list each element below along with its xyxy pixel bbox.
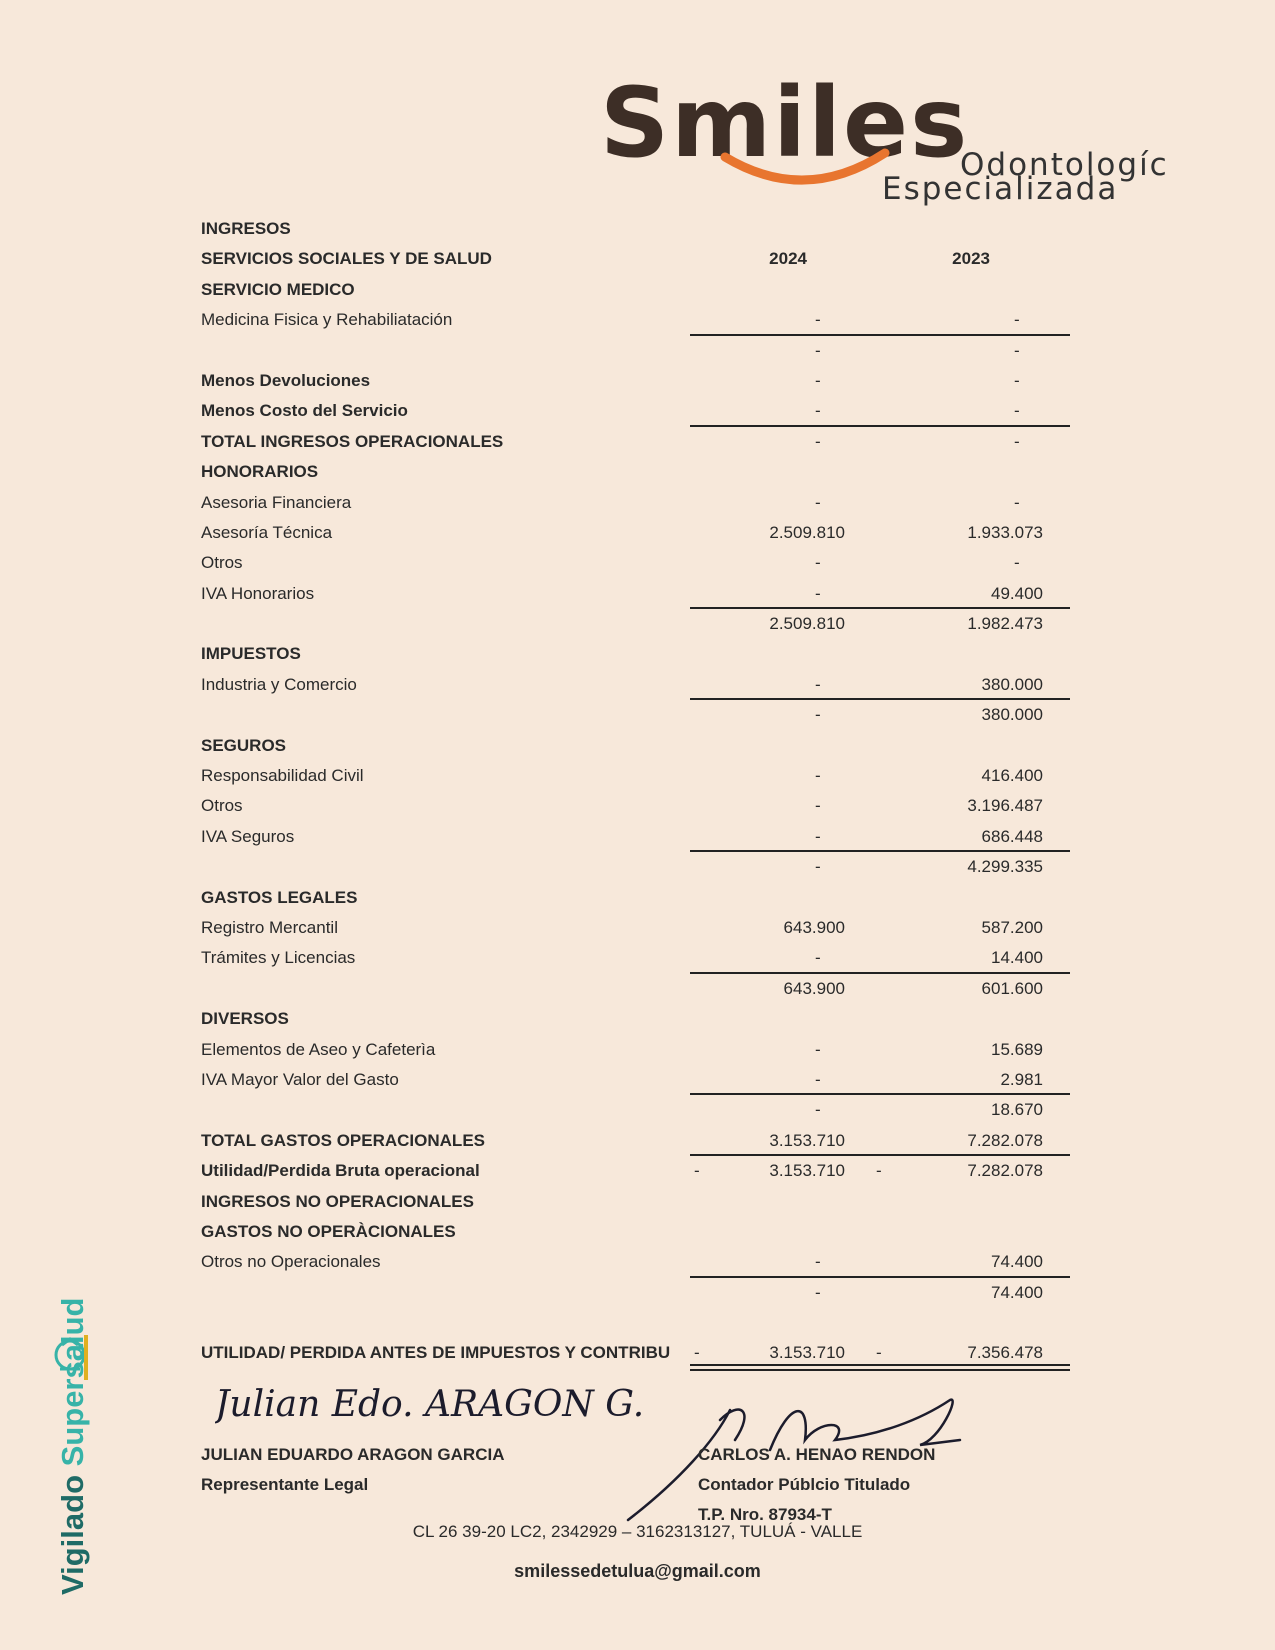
value-2024: -	[815, 705, 821, 725]
year-2023-header: 2023	[952, 249, 990, 269]
year-2024-header: 2024	[769, 249, 807, 269]
row-label: Otros no Operacionales	[201, 1252, 381, 1272]
value-2024: -	[815, 583, 821, 603]
row-label: INGRESOS NO OPERACIONALES	[201, 1191, 474, 1211]
value-2024: -	[815, 826, 821, 846]
row-label: Trámites y Licencias	[201, 948, 356, 968]
logo-subtitle-1: Odontologíc	[960, 147, 1169, 183]
row-label: GASTOS LEGALES	[201, 887, 358, 907]
table-row	[0, 1247, 1275, 1277]
value-2023: 7.282.078	[967, 1161, 1043, 1181]
value-2024: -	[815, 1100, 821, 1120]
row-label: Elementos de Aseo y Cafeterìa	[201, 1039, 436, 1059]
negative-sign-2023: -	[876, 1343, 882, 1363]
table-row	[0, 852, 1275, 882]
value-2023: 1.982.473	[967, 614, 1043, 634]
value-2024: -	[815, 1282, 821, 1302]
value-2023: -	[1014, 431, 1020, 451]
accountant-tp: T.P. Nro. 87934-T	[698, 1505, 832, 1524]
row-label: UTILIDAD/ PERDIDA ANTES DE IMPUESTOS Y CONTRIBU	[201, 1343, 671, 1363]
legal-rep-role: Representante Legal	[201, 1475, 369, 1494]
row-label: IVA Seguros	[201, 826, 295, 846]
row-label: TOTAL GASTOS OPERACIONALES	[201, 1130, 485, 1150]
value-2023: 380.000	[981, 674, 1043, 694]
row-label: Asesoria Financiera	[201, 492, 352, 512]
value-2023: -	[1014, 553, 1020, 573]
table-row	[0, 244, 1275, 274]
table-row	[0, 1338, 1275, 1368]
row-label: Otros	[201, 553, 243, 573]
svg-text:Julian Edo. ARAGON G.: Julian Edo. ARAGON G.	[215, 1384, 645, 1425]
table-row	[0, 214, 1275, 244]
table-row	[0, 761, 1275, 791]
row-label: SEGUROS	[201, 735, 287, 755]
row-label: Menos Devoluciones	[201, 370, 371, 390]
logo-wordmark: Smiles	[600, 67, 970, 179]
value-2024: -	[815, 310, 821, 330]
table-row	[0, 1278, 1275, 1308]
table-row	[0, 609, 1275, 639]
row-label: TOTAL INGRESOS OPERACIONALES	[201, 431, 504, 451]
value-2023: -	[1014, 401, 1020, 421]
value-2023: 74.400	[991, 1282, 1043, 1302]
table-row	[0, 943, 1275, 973]
stamp-vigilado: Vigilado	[55, 1474, 90, 1595]
value-2024: -	[815, 674, 821, 694]
value-2024: -	[815, 766, 821, 786]
row-label: SERVICIOS SOCIALES Y DE SALUD	[201, 249, 492, 269]
table-row	[0, 1187, 1275, 1217]
value-2023: 7.356.478	[967, 1343, 1043, 1363]
table-row	[0, 731, 1275, 761]
row-label: HONORARIOS	[201, 462, 319, 482]
row-label: INGRESOS	[201, 219, 291, 238]
table-row	[0, 396, 1275, 426]
row-label: Responsabilidad Civil	[201, 766, 364, 786]
negative-sign-2024: -	[694, 1161, 700, 1181]
value-2024: 3.153.710	[769, 1161, 845, 1181]
table-row	[0, 1065, 1275, 1095]
value-2024: -	[815, 340, 821, 360]
row-label: Medicina Fisica y Rehabiliatación	[201, 310, 453, 330]
legal-rep-name: JULIAN EDUARDO ARAGON GARCIA	[201, 1445, 505, 1464]
value-2024: 3.153.710	[769, 1343, 845, 1363]
value-2023: 686.448	[981, 826, 1043, 846]
left-signature	[215, 1368, 685, 1438]
value-2023: 15.689	[991, 1039, 1043, 1059]
value-2024: -	[815, 1039, 821, 1059]
value-2024: -	[815, 1069, 821, 1089]
supersalud-stamp	[55, 1298, 91, 1595]
value-2024: 3.153.710	[769, 1130, 845, 1150]
footer-email: smilessedetulua@gmail.com	[514, 1561, 761, 1581]
value-2023: 7.282.078	[967, 1130, 1043, 1150]
row-label: SERVICIO MEDICO	[201, 279, 355, 299]
negative-sign-2023: -	[876, 1161, 882, 1181]
table-row	[0, 791, 1275, 821]
row-label: Asesoría Técnica	[201, 522, 333, 542]
value-2024: -	[815, 948, 821, 968]
table-row	[0, 670, 1275, 700]
table-spacer	[0, 1308, 1275, 1338]
table-row	[0, 366, 1275, 396]
table-row	[0, 427, 1275, 457]
table-row	[0, 1126, 1275, 1156]
row-label: IMPUESTOS	[201, 644, 301, 664]
table-row	[0, 336, 1275, 366]
table-row	[0, 1217, 1275, 1247]
table-row	[0, 822, 1275, 852]
table-row	[0, 488, 1275, 518]
stamp-supersalud: Supersalud	[55, 1297, 90, 1467]
table-row	[0, 883, 1275, 913]
table-row	[0, 1004, 1275, 1034]
value-2023: -	[1014, 340, 1020, 360]
logo-subtitle-2: Especializada	[882, 171, 1119, 207]
value-2024: -	[815, 401, 821, 421]
value-2023: -	[1014, 310, 1020, 330]
table-row	[0, 1035, 1275, 1065]
value-2024: -	[815, 857, 821, 877]
value-2023: -	[1014, 492, 1020, 512]
table-row	[0, 579, 1275, 609]
row-label: Registro Mercantil	[201, 917, 338, 937]
value-2024: -	[815, 1252, 821, 1272]
value-2023: 49.400	[991, 583, 1043, 603]
value-2023: 2.981	[1000, 1069, 1043, 1089]
value-2024: 643.900	[783, 978, 845, 998]
negative-sign-2024: -	[694, 1343, 700, 1363]
table-row	[0, 913, 1275, 943]
accountant-name: CARLOS A. HENAO RENDON	[698, 1445, 936, 1464]
smiles-logo	[600, 67, 1230, 207]
value-2023: 14.400	[991, 948, 1043, 968]
row-label: DIVERSOS	[201, 1009, 289, 1029]
value-2023: 416.400	[981, 766, 1043, 786]
table-row	[0, 974, 1275, 1004]
value-2023: 18.670	[991, 1100, 1043, 1120]
value-2024: -	[815, 492, 821, 512]
table-row	[0, 275, 1275, 305]
value-2023: -	[1014, 370, 1020, 390]
row-label: GASTOS NO OPERÀCIONALES	[201, 1221, 456, 1241]
value-2024: -	[815, 370, 821, 390]
value-2024: 2.509.810	[769, 614, 845, 634]
smile-icon	[720, 145, 890, 195]
value-2023: 74.400	[991, 1252, 1043, 1272]
row-label: Industria y Comercio	[201, 674, 357, 694]
row-label: IVA Mayor Valor del Gasto	[201, 1069, 399, 1089]
value-2023: 1.933.073	[967, 522, 1043, 542]
table-row	[0, 457, 1275, 487]
table-row	[0, 305, 1275, 335]
income-statement-table	[0, 214, 1275, 1369]
table-row	[0, 1156, 1275, 1186]
table-row	[0, 700, 1275, 730]
row-label: Otros	[201, 796, 243, 816]
value-2024: -	[815, 431, 821, 451]
accountant-role: Contador Públcio Titulado	[698, 1475, 911, 1494]
row-label: Utilidad/Perdida Bruta operacional	[201, 1161, 480, 1181]
value-2023: 380.000	[981, 705, 1043, 725]
table-row	[0, 639, 1275, 669]
value-2023: 3.196.487	[967, 796, 1043, 816]
footer-address: CL 26 39-20 LC2, 2342929 – 3162313127, TULUÁ - VALLE	[412, 1522, 863, 1541]
value-2024: -	[815, 796, 821, 816]
value-2023: 601.600	[981, 978, 1043, 998]
row-label: Menos Costo del Servicio	[201, 401, 408, 421]
value-2024: 643.900	[783, 917, 845, 937]
value-2023: 587.200	[981, 917, 1043, 937]
value-2024: 2.509.810	[769, 522, 845, 542]
table-row	[0, 1095, 1275, 1125]
row-label: IVA Honorarios	[201, 583, 315, 603]
table-row	[0, 518, 1275, 548]
table-row	[0, 548, 1275, 578]
value-2024: -	[815, 553, 821, 573]
value-2023: 4.299.335	[967, 857, 1043, 877]
